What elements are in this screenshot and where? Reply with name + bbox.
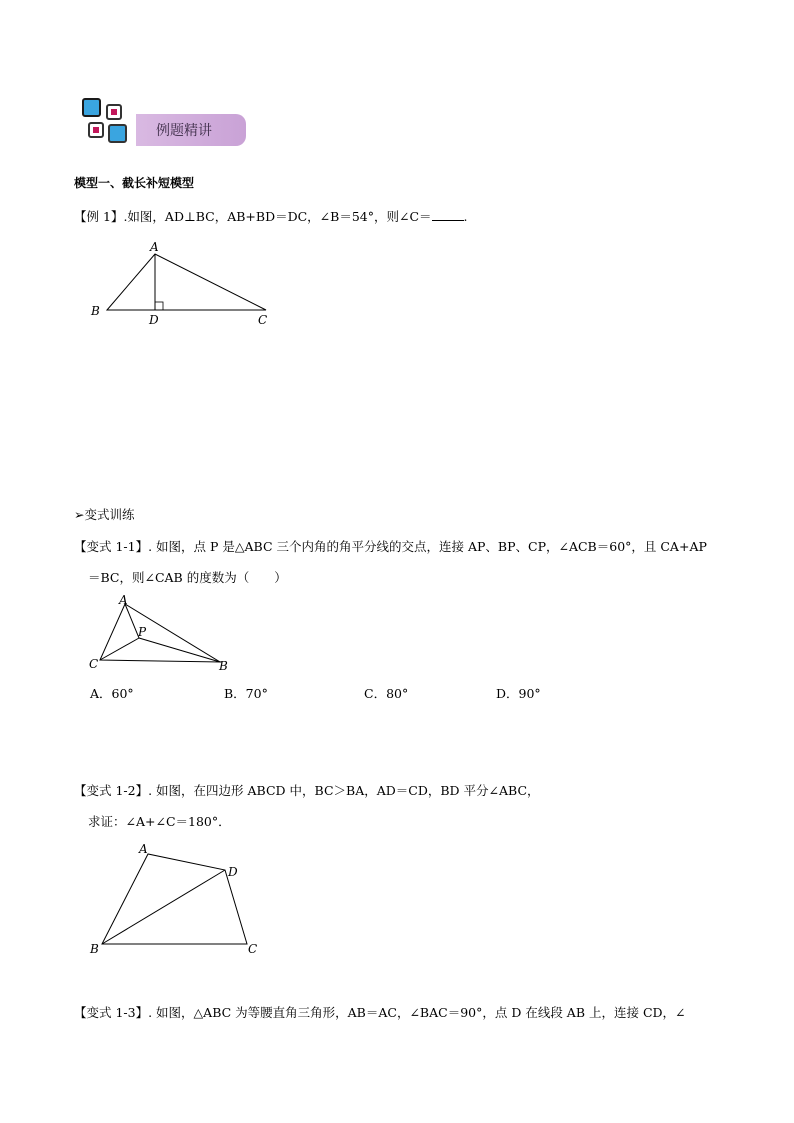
label-a: A [119,593,128,607]
variant-1-1-question [74,537,707,555]
example-1-end: . [463,209,468,224]
variant-1-1-figure [85,592,245,674]
variant-1-2-label: 【变式 1-2】 [74,783,149,798]
segment-ap [125,604,139,638]
triangle-abc [100,604,220,662]
example-1-question [74,207,468,225]
variant-section-title: ➢变式训练 [74,507,135,522]
label-a: A [139,842,148,856]
blue-square-icon [82,98,101,117]
label-d: D [149,313,159,327]
variant-1-2-figure [85,836,270,960]
label-c: C [248,942,258,956]
variant-1-2-line2: 求证：∠A+∠C＝180°． [88,814,231,829]
triangle-abc [107,254,266,310]
section-title: 例题精讲 [156,123,212,139]
segment-bp [139,638,220,662]
segment-cp [100,638,139,660]
label-c: C [258,313,268,327]
example-1-label: 【例 1】 [74,209,124,224]
blue-square-icon-2 [108,124,127,143]
choice-a[interactable]: A．60° [90,686,134,701]
label-b: B [90,942,99,956]
choice-d[interactable]: D．90° [496,686,541,701]
variant-1-3-line1: . 如图，△ABC 为等腰直角三角形，AB＝AC，∠BAC＝90°，点 D 在线段 AB 上，连接 CD，∠ [148,1005,686,1020]
variant-1-3-label: 【变式 1-3】 [74,1005,149,1020]
example-1-figure [80,236,290,336]
label-b: B [219,659,228,673]
model-title: 模型一、截长补短模型 [74,176,195,190]
label-b: B [91,304,100,318]
choice-c[interactable]: C．80° [364,686,409,701]
label-p: P [138,625,147,639]
label-d: D [228,865,238,879]
variant-1-1-label: 【变式 1-1】 [74,539,149,554]
variant-1-2-line1: . 如图，在四边形 ABCD 中，BC＞BA，AD＝CD，BD 平分∠ABC， [148,783,540,798]
magenta-square-icon [106,104,122,120]
right-angle-mark [155,302,163,310]
label-a: A [150,240,159,254]
variant-1-3-question [74,1003,686,1021]
variant-1-1-line1: . 如图，点 P 是△ABC 三个内角的角平分线的交点，连接 AP、BP、CP，∠ACB＝60°，且 CA+AP [148,539,707,554]
example-1-text: .如图，AD⊥BC，AB+BD＝DC，∠B＝54°，则∠C＝ [123,209,432,224]
variant-1-1-line2: ＝BC，则∠CAB 的度数为（ ） [88,570,287,585]
section-header-banner [78,96,250,152]
answer-blank [432,219,464,221]
variant-1-2-question [74,781,540,799]
magenta-square-icon-2 [88,122,104,138]
choice-b[interactable]: B．70° [224,686,268,701]
label-c: C [89,657,99,671]
